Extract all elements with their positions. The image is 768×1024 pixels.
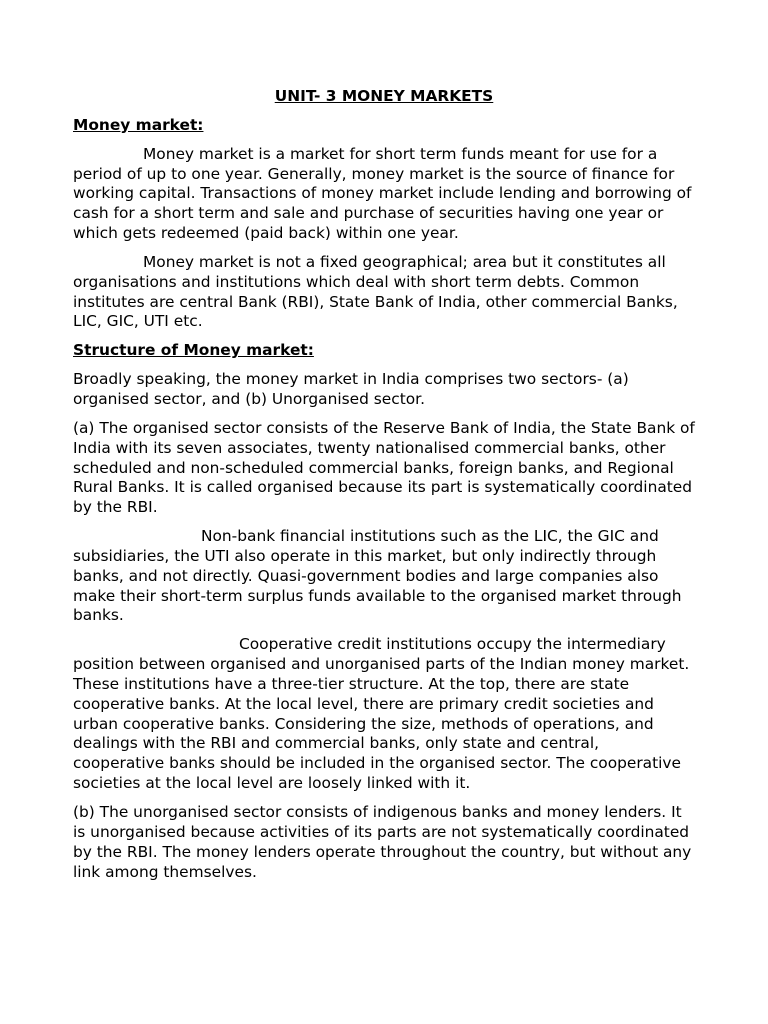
paragraph-definition: Money market is a market for short term funds meant for use for a period of up to one year. Generally, money market is the source of finance for working capital. Transactions of money market include lending and borrowing of cash for a short term and sale and purchase of securities having one year or which gets redeemed (paid back) within one year. [73, 144, 692, 243]
page-title: UNIT- 3 MONEY MARKETS [274, 87, 494, 105]
paragraph-unorganised-sector: (b) The unorganised sector consists of indigenous banks and money lenders. It is unorganised because activities of its parts are not systematically coordinated by the RBI. The money lenders operate throughout the country, but without any link among themselves. [73, 803, 692, 881]
paragraph-non-bank-institutions: Non-bank financial institutions such as the LIC, the GIC and subsidiaries, the UTI also operate in this market, but only indirectly through banks, and not directly. Quasi-government bodies and large companies also make their short-term surplus funds available to the organised market through banks. [73, 527, 682, 625]
paragraph-sectors-overview: Broadly speaking, the money market in India comprises two sectors- (a) organised sector, and (b) Unorganised sector. [73, 370, 629, 408]
paragraph-institutions: Money market is not a fixed geographical; area but it constitutes all organisations and institutions which deal with short term debts. Common institutes are central Bank (RBI), State Bank of India, other commercial Banks, LIC, GIC, UTI etc. [73, 252, 678, 331]
document-body [73, 87, 695, 891]
section-heading-money-market: Money market: [73, 115, 204, 134]
section-heading-structure: Structure of Money market: [73, 341, 314, 360]
paragraph-cooperative-credit: Cooperative credit institutions occupy the intermediary position between organised and unorganised parts of the Indian money market. These institutions have a three-tier structure. At the top, there are state cooperative banks. At the local level, there are primary credit societies and urban cooperative banks. Considering the size, methods of operations, and dealings with the RBI and commercial banks, only state and central, cooperative banks should be included in the organised sector. The cooperative societies at the local level are loosely linked with it. [73, 635, 690, 793]
paragraph-organised-sector: (a) The organised sector consists of the Reserve Bank of India, the State Bank of India with its seven associates, twenty nationalised commercial banks, other scheduled and non-scheduled commercial banks, foreign banks, and Regional Rural Banks. It is called organised because its part is systematically coordinated by the RBI. [73, 418, 695, 517]
